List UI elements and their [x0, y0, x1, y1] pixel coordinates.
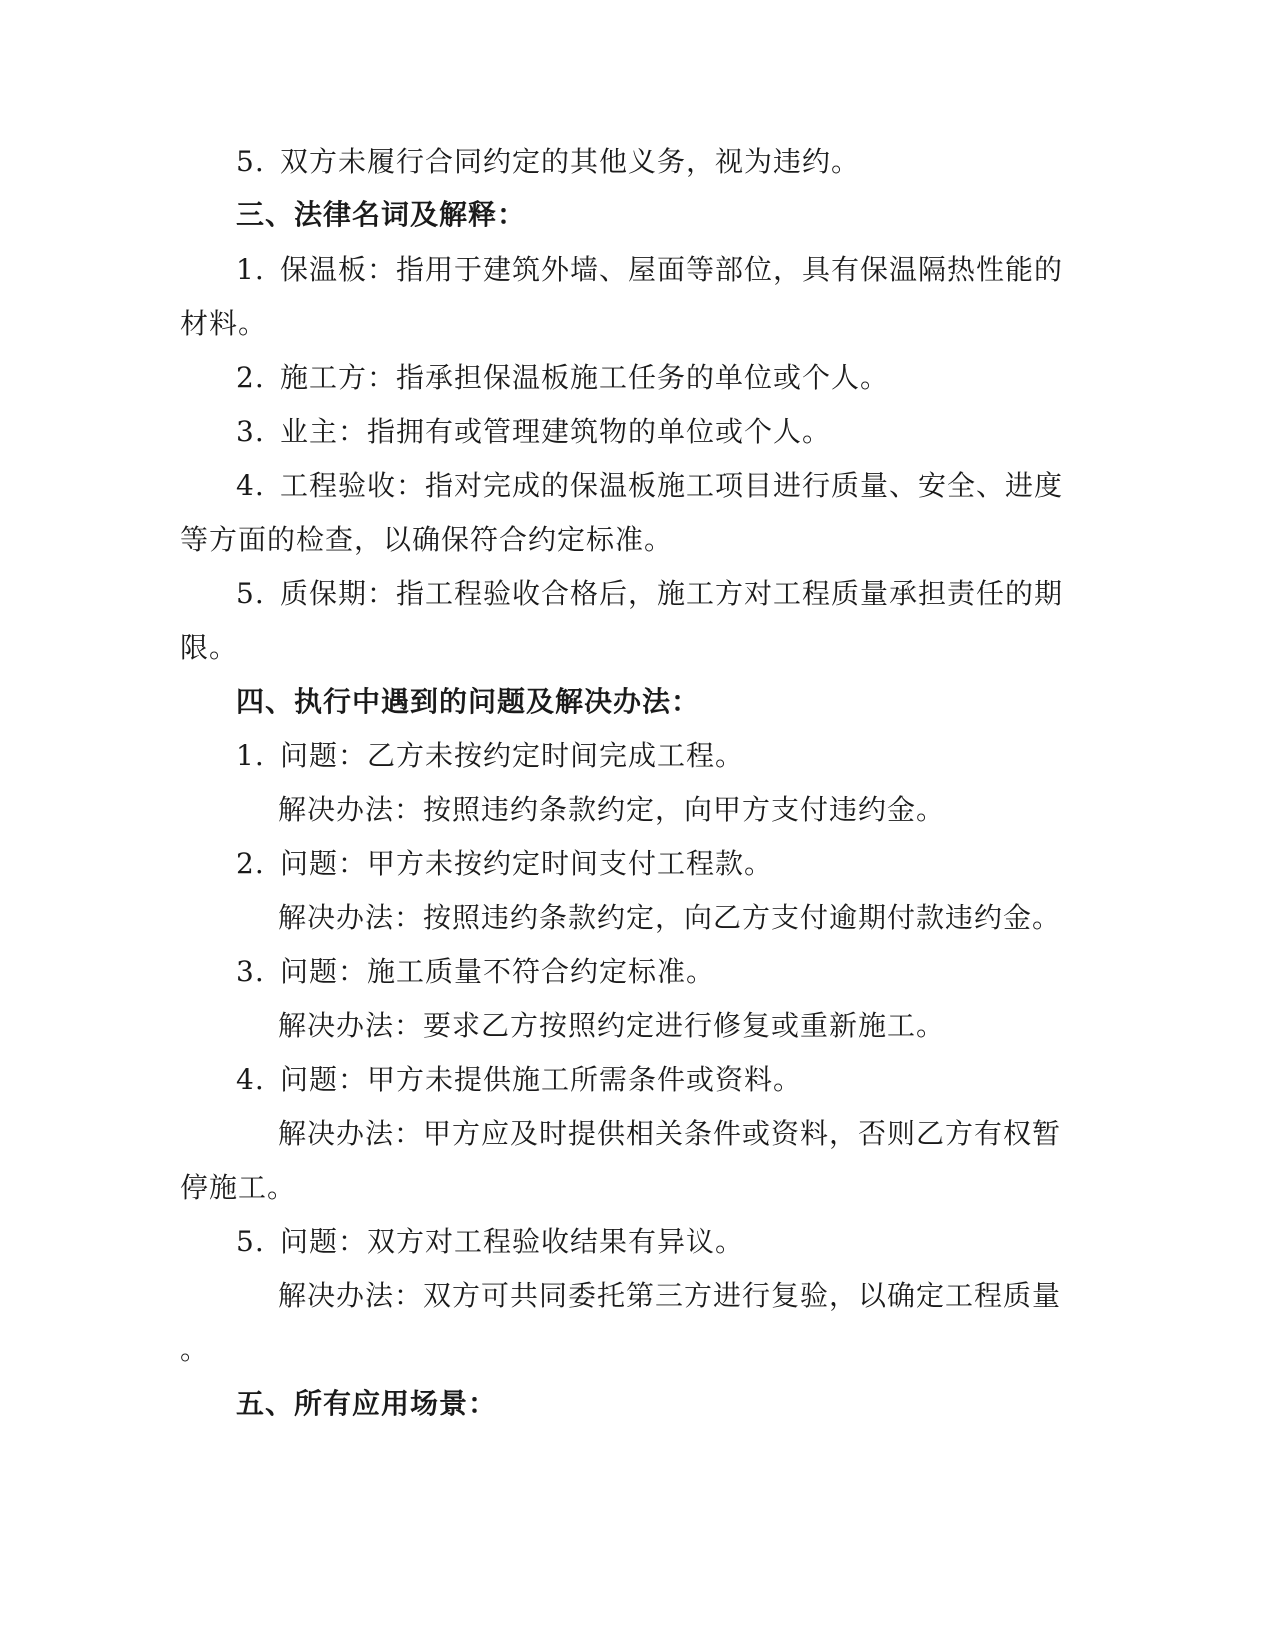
list-item [236, 736, 744, 776]
item-text: 问题：施工质量不符合约定标准。 [280, 955, 716, 988]
item-text: 业主：指拥有或管理建筑物的单位或个人。 [280, 415, 832, 448]
item-text: 工程验收：指对完成的保温板施工项目进行质量、安全、进度 [280, 469, 1064, 502]
item-number: 3. [236, 955, 265, 988]
list-item [236, 358, 889, 398]
list-item [236, 142, 860, 182]
solution-text: 解决办法：甲方应及时提供相关条件或资料，否则乙方有权暂 [278, 1117, 1062, 1150]
item-text: 质保期：指工程验收合格后，施工方对工程质量承担责任的期 [280, 577, 1064, 610]
item-text: 保温板：指用于建筑外墙、屋面等部位，具有保温隔热性能的 [280, 253, 1064, 286]
item-text: 问题：甲方未按约定时间支付工程款。 [280, 847, 774, 880]
item-text: 问题：甲方未提供施工所需条件或资料。 [280, 1063, 803, 1096]
section-heading: 四、执行中遇到的问题及解决办法： [236, 685, 701, 718]
item-number: 5. [236, 1225, 265, 1258]
item-text: 施工方：指承担保温板施工任务的单位或个人。 [280, 361, 890, 394]
item-number: 3. [236, 415, 265, 448]
list-item [236, 574, 1063, 614]
list-item [236, 412, 831, 452]
section-heading: 五、所有应用场景： [236, 1387, 498, 1420]
solution-text: 解决办法：按照违约条款约定，向乙方支付逾期付款违约金。 [278, 901, 1062, 934]
item-text: 问题：乙方未按约定时间完成工程。 [280, 739, 745, 772]
list-item [236, 1060, 802, 1100]
continuation-text: 等方面的检查，以确保符合约定标准。 [180, 523, 674, 556]
continuation-text: 限。 [180, 631, 239, 664]
solution-text: 解决办法：按照违约条款约定，向甲方支付违约金。 [278, 793, 946, 826]
item-number: 1. [236, 739, 265, 772]
item-number: 2. [236, 847, 265, 880]
continuation-text: 材料。 [180, 307, 268, 340]
item-number: 5. [236, 145, 265, 178]
item-text: 问题：双方对工程验收结果有异议。 [280, 1225, 745, 1258]
continuation-text: 停施工。 [180, 1171, 297, 1204]
solution-text: 解决办法：要求乙方按照约定进行修复或重新施工。 [278, 1009, 946, 1042]
item-number: 5. [236, 577, 265, 610]
list-item [236, 844, 773, 884]
list-item [236, 466, 1063, 506]
continuation-text: 。 [180, 1333, 210, 1366]
list-item [236, 952, 715, 992]
solution-text: 解决办法：双方可共同委托第三方进行复验，以确定工程质量 [278, 1279, 1062, 1312]
item-number: 4. [236, 469, 265, 502]
item-text: 双方未履行合同约定的其他义务，视为违约。 [280, 145, 861, 178]
item-number: 1. [236, 253, 265, 286]
item-number: 4. [236, 1063, 265, 1096]
section-heading: 三、法律名词及解释： [236, 198, 527, 231]
item-number: 2. [236, 361, 265, 394]
list-item [236, 250, 1063, 290]
list-item [236, 1222, 744, 1262]
